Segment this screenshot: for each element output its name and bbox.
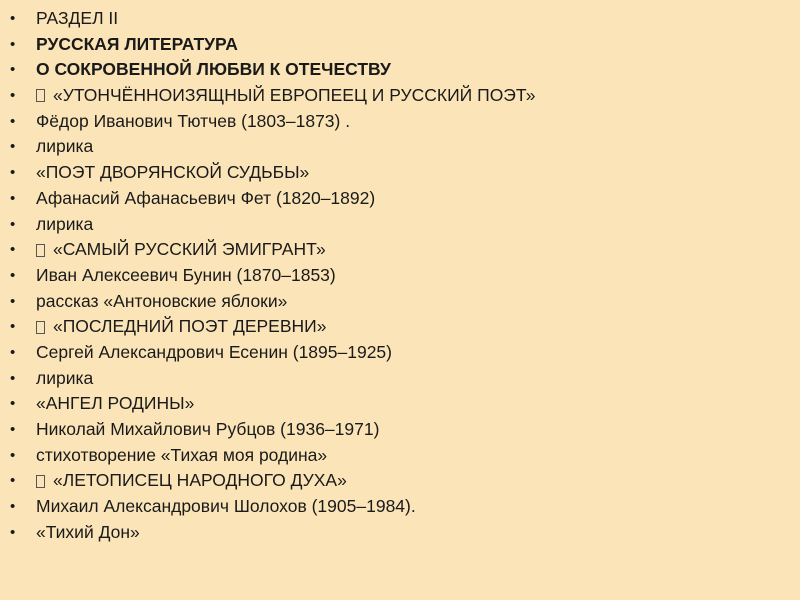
bullet-icon: • [10, 35, 16, 53]
item-text: Иван Алексеевич Бунин (1870–1853) [36, 264, 336, 285]
item-text: РУССКАЯ ЛИТЕРАТУРА [36, 33, 238, 54]
item-text: Николай Михайлович Рубцов (1936–1971) [36, 419, 380, 439]
bullet-icon: • [10, 10, 16, 27]
list-item [10, 366, 790, 392]
list-item [10, 340, 790, 366]
list-item [10, 160, 790, 186]
list-item [10, 520, 790, 546]
item-text: «ПОЭТ ДВОРЯНСКОЙ СУДЬБЫ» [36, 162, 310, 183]
list-item [10, 109, 790, 135]
list-item [10, 186, 790, 212]
bullet-icon: • [10, 395, 16, 413]
bullet-icon: • [10, 87, 16, 105]
item-text: «Тихий Дон» [36, 521, 140, 542]
bullet-icon: • [10, 266, 16, 284]
bullet-icon: • [10, 446, 16, 464]
item-text: «САМЫЙ РУССКИЙ ЭМИГРАНТ» [53, 239, 326, 260]
item-text: Афанасий Афанасьевич Фет (1820–1892) [36, 187, 376, 208]
list-item [10, 237, 790, 263]
bullet-icon: • [10, 61, 16, 79]
item-text: лирика [36, 136, 94, 157]
item-text: Михаил Александрович Шолохов (1905–1984). [36, 496, 416, 517]
item-text: «ПОСЛЕДНИЙ ПОЭТ ДЕРЕВНИ» [53, 316, 327, 337]
bullet-icon: • [10, 498, 16, 516]
bullet-icon: • [10, 189, 16, 207]
bullet-icon: • [10, 318, 16, 336]
list-item [10, 417, 790, 443]
list-item [10, 314, 790, 340]
item-text: РАЗДЕЛ II [36, 8, 119, 28]
bullet-icon: • [10, 292, 16, 310]
item-text: рассказ «Антоновские яблоки» [36, 290, 288, 311]
bullet-icon: • [10, 215, 16, 233]
list-item [10, 6, 790, 32]
list-item [10, 468, 790, 494]
item-text: «АНГЕЛ РОДИНЫ» [36, 393, 195, 414]
symbol-box-icon [36, 321, 45, 334]
bullet-icon: • [10, 343, 16, 361]
bullet-icon: • [10, 369, 16, 387]
symbol-box-icon [36, 89, 45, 102]
list-item [10, 263, 790, 289]
item-text: лирика [36, 213, 94, 234]
list-item [10, 391, 790, 417]
bullet-icon: • [10, 138, 16, 156]
symbol-box-icon [36, 475, 45, 488]
item-text: Сергей Александрович Есенин (1895–1925) [36, 341, 392, 362]
symbol-box-icon [36, 244, 45, 257]
item-text: стихотворение «Тихая моя родина» [36, 444, 328, 465]
list-item [10, 212, 790, 238]
list-item [10, 32, 790, 58]
list-item [10, 134, 790, 160]
item-text: «УТОНЧЁННОИЗЯЩНЫЙ ЕВРОПЕЕЦ И РУССКИЙ ПОЭТ» [53, 85, 536, 106]
list-item [10, 83, 790, 109]
item-text: лирика [36, 367, 94, 388]
bullet-icon: • [10, 164, 16, 182]
item-text: О СОКРОВЕННОЙ ЛЮБВИ К ОТЕЧЕСТВУ [36, 59, 391, 80]
bullet-icon: • [10, 523, 16, 541]
item-text: Фёдор Иванович Тютчев (1803–1873) . [36, 110, 351, 131]
bullet-icon: • [10, 112, 16, 130]
bullet-icon: • [10, 472, 16, 490]
list-item [10, 289, 790, 315]
item-text: «ЛЕТОПИСЕЦ НАРОДНОГО ДУХА» [53, 470, 347, 491]
bullet-icon: • [10, 241, 16, 259]
bullet-icon: • [10, 421, 16, 438]
list-item [10, 443, 790, 469]
bullet-list [10, 6, 790, 545]
list-item [10, 57, 790, 83]
list-item [10, 494, 790, 520]
